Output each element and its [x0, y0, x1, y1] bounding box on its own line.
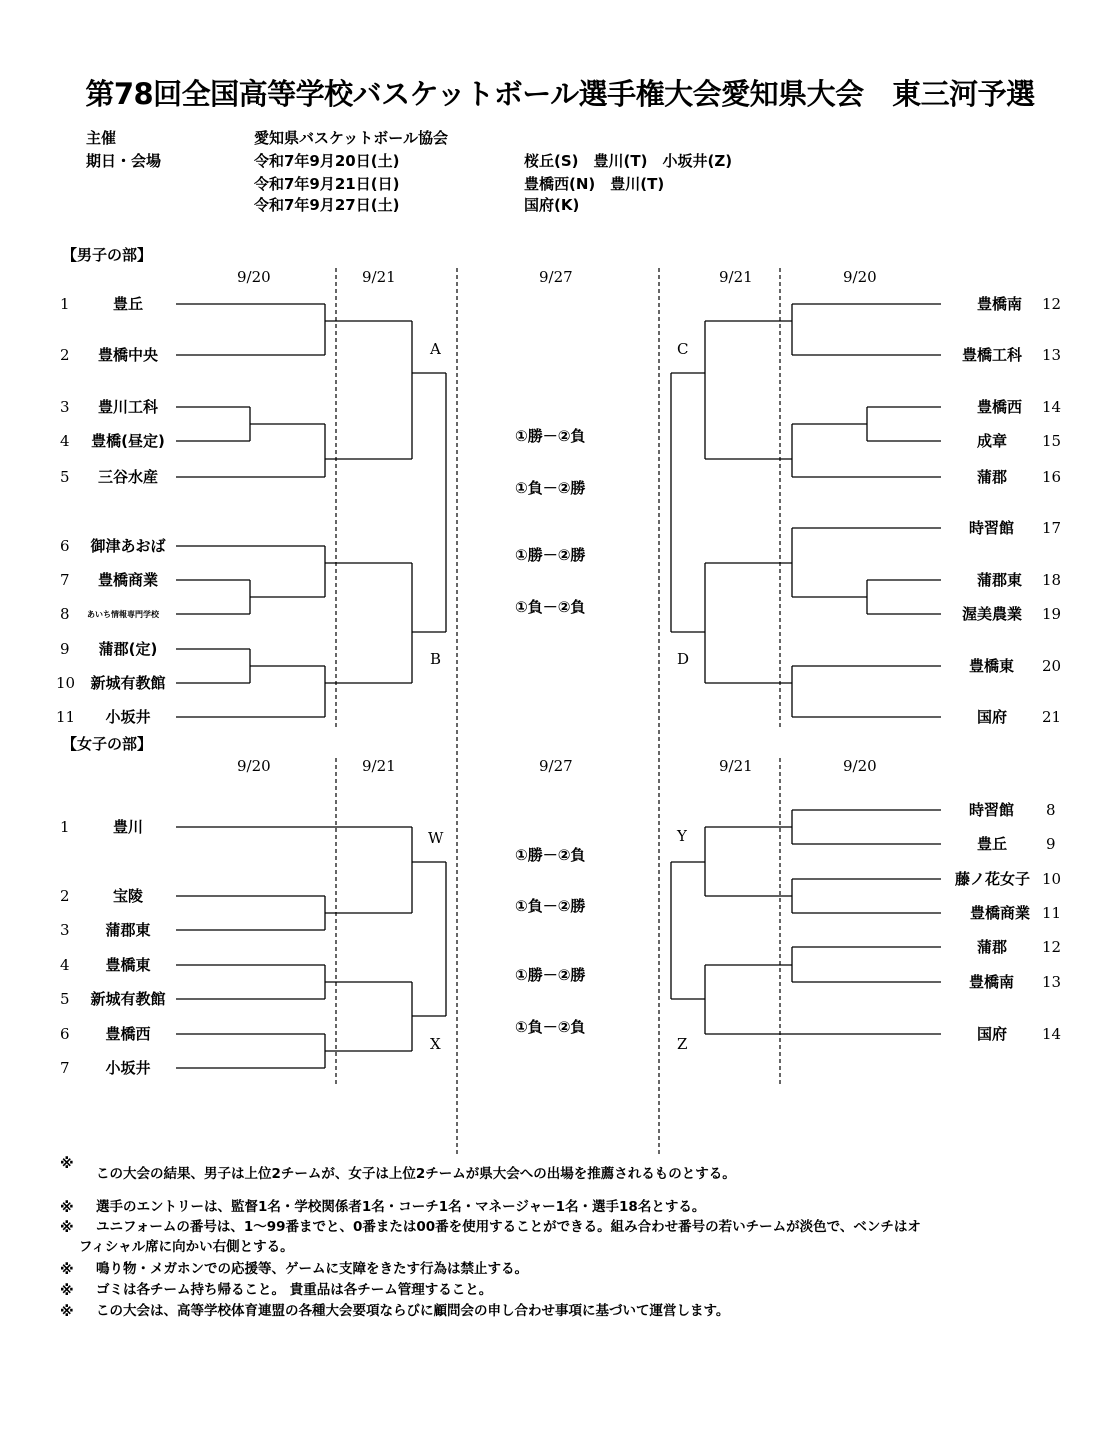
note-text: ゴミは各チーム持ち帰ること。 貴重品は各チーム管理すること。 [96, 1282, 493, 1298]
note-mark: ※ [60, 1220, 74, 1236]
team-name: 小坂井 [105, 1059, 151, 1077]
seed-number: 3 [60, 921, 70, 939]
block-label: D [677, 650, 690, 668]
note-mark: ※ [60, 1283, 74, 1299]
team-name: 蒲郡 [976, 468, 1007, 486]
schedule-venue: 豊橋西(N) 豊川(T) [524, 175, 665, 193]
seed-number: 9 [60, 640, 70, 658]
final-matchup: ①勝－②勝 [515, 966, 586, 984]
final-matchup: ①負－②負 [515, 598, 586, 616]
organizer-label: 主催 [86, 129, 117, 147]
seed-number: 12 [1042, 295, 1062, 313]
team-name: 小坂井 [105, 708, 151, 726]
final-matchup: ①負－②勝 [515, 897, 586, 915]
round-date: 9/20 [237, 268, 271, 286]
block-label: C [677, 340, 689, 358]
schedule-date: 令和7年9月27日(土) [254, 196, 400, 214]
team-name: 新城有教館 [90, 674, 166, 692]
block-label: B [430, 650, 442, 668]
team-name: 豊橋商業 [97, 571, 158, 589]
team-name: 豊橋(昼定) [91, 432, 165, 450]
seed-number: 20 [1042, 657, 1062, 675]
seed-number: 13 [1042, 973, 1062, 991]
team-name: 宝陵 [112, 887, 143, 905]
team-name: 国府 [976, 708, 1007, 726]
team-name: 豊橋商業 [969, 904, 1030, 922]
block-label: W [428, 829, 444, 847]
girls-heading: 【女子の部】 [62, 735, 153, 753]
team-name: 三谷水産 [97, 468, 158, 486]
block-label: A [430, 340, 441, 358]
team-name: 新城有教館 [90, 990, 166, 1008]
team-name: 豊橋南 [976, 295, 1022, 313]
team-name: 豊川工科 [97, 398, 158, 416]
final-matchup: ①勝－②勝 [515, 546, 586, 564]
seed-number: 12 [1042, 938, 1062, 956]
team-name: 渥美農業 [961, 605, 1022, 623]
seed-number: 13 [1042, 346, 1062, 364]
team-name: 藤ノ花女子 [954, 870, 1030, 888]
seed-number: 8 [60, 605, 70, 623]
round-date: 9/27 [539, 268, 573, 286]
block-label: Z [677, 1035, 688, 1053]
team-name: 時習館 [968, 519, 1014, 537]
note-text: 鳴り物・メガホンでの応援等、ゲームに支障をきたす行為は禁止する。 [96, 1261, 528, 1277]
seed-number: 4 [60, 432, 70, 450]
team-name: 豊丘 [976, 835, 1007, 853]
schedule-venue: 国府(K) [524, 196, 580, 214]
seed-number: 6 [60, 1025, 70, 1043]
block-label: Y [677, 827, 687, 845]
seed-number: 7 [60, 571, 70, 589]
team-name: 蒲郡東 [105, 921, 151, 939]
seed-number: 15 [1042, 432, 1062, 450]
seed-number: 1 [60, 818, 70, 836]
team-name: 豊橋西 [105, 1025, 151, 1043]
seed-number: 17 [1042, 519, 1062, 537]
seed-number: 16 [1042, 468, 1062, 486]
seed-number: 2 [60, 887, 70, 905]
team-name: あいち情報専門学校 [87, 610, 159, 619]
schedule-date: 令和7年9月20日(土) [254, 152, 400, 170]
round-date: 9/21 [719, 757, 753, 775]
seed-number: 1 [60, 295, 70, 313]
note-mark: ※ [60, 1262, 74, 1278]
boys-heading: 【男子の部】 [62, 246, 153, 264]
team-name: 御津あおば [90, 537, 166, 555]
team-name: 豊丘 [112, 295, 143, 313]
seed-number: 9 [1046, 835, 1056, 853]
team-name: 豊橋南 [968, 973, 1014, 991]
seed-number: 11 [1042, 904, 1062, 922]
block-label: X [430, 1035, 441, 1053]
seed-number: 10 [1042, 870, 1062, 888]
round-date: 9/21 [362, 268, 396, 286]
page-title: 第78回全国高等学校バスケットボール選手権大会愛知県大会 東三河予選 [85, 77, 1035, 111]
note-text: この大会は、高等学校体育連盟の各種大会要項ならびに顧問会の申し合わせ事項に基づいて運営します。 [96, 1303, 730, 1319]
round-date: 9/20 [237, 757, 271, 775]
note-mark: ※ [60, 1156, 74, 1172]
team-name: 蒲郡(定) [98, 640, 158, 658]
round-date: 9/21 [362, 757, 396, 775]
schedule-venue: 桜丘(S) 豊川(T) 小坂井(Z) [524, 152, 733, 170]
final-matchup: ①負－②勝 [515, 479, 586, 497]
seed-number: 14 [1042, 398, 1062, 416]
schedule-date: 令和7年9月21日(日) [254, 175, 400, 193]
seed-number: 5 [60, 468, 70, 486]
team-name: 豊橋東 [105, 956, 151, 974]
seed-number: 14 [1042, 1025, 1062, 1043]
team-name: 豊川 [112, 818, 143, 836]
team-name: 豊橋工科 [961, 346, 1022, 364]
seed-number: 3 [60, 398, 70, 416]
seed-number: 11 [56, 708, 76, 726]
final-matchup: ①勝－②負 [515, 846, 586, 864]
schedule-label: 期日・会場 [86, 152, 162, 170]
team-name: 豊橋西 [976, 398, 1022, 416]
seed-number: 7 [60, 1059, 70, 1077]
round-date: 9/27 [539, 757, 573, 775]
seed-number: 4 [60, 956, 70, 974]
note-mark: ※ [60, 1200, 74, 1216]
note-text: 選手のエントリーは、監督1名・学校関係者1名・コーチ1名・マネージャー1名・選手18名とする。 [96, 1199, 706, 1215]
seed-number: 2 [60, 346, 70, 364]
round-date: 9/20 [843, 268, 877, 286]
team-name: 豊橋東 [968, 657, 1014, 675]
round-date: 9/21 [719, 268, 753, 286]
note-mark: ※ [60, 1304, 74, 1320]
seed-number: 10 [56, 674, 76, 692]
seed-number: 8 [1046, 801, 1056, 819]
seed-number: 21 [1042, 708, 1062, 726]
team-name: 蒲郡 [976, 938, 1007, 956]
organizer: 愛知県バスケットボール協会 [254, 129, 448, 147]
seed-number: 5 [60, 990, 70, 1008]
final-matchup: ①負－②負 [515, 1018, 586, 1036]
team-name: 時習館 [968, 801, 1014, 819]
note-text: フィシャル席に向かい右側とする。 [79, 1239, 294, 1255]
team-name: 豊橋中央 [97, 346, 158, 364]
final-matchup: ①勝－②負 [515, 427, 586, 445]
round-date: 9/20 [843, 757, 877, 775]
seed-number: 18 [1042, 571, 1062, 589]
note-text: この大会の結果、男子は上位2チームが、女子は上位2チームが県大会への出場を推薦されるものとする。 [96, 1166, 736, 1182]
team-name: 成章 [976, 432, 1007, 450]
note-text: ユニフォームの番号は、1～99番までと、0番または00番を使用することができる。組み合わせ番号の若いチームが淡色で、ベンチはオ [96, 1219, 921, 1235]
seed-number: 19 [1042, 605, 1062, 623]
team-name: 蒲郡東 [976, 571, 1022, 589]
seed-number: 6 [60, 537, 70, 555]
team-name: 国府 [976, 1025, 1007, 1043]
